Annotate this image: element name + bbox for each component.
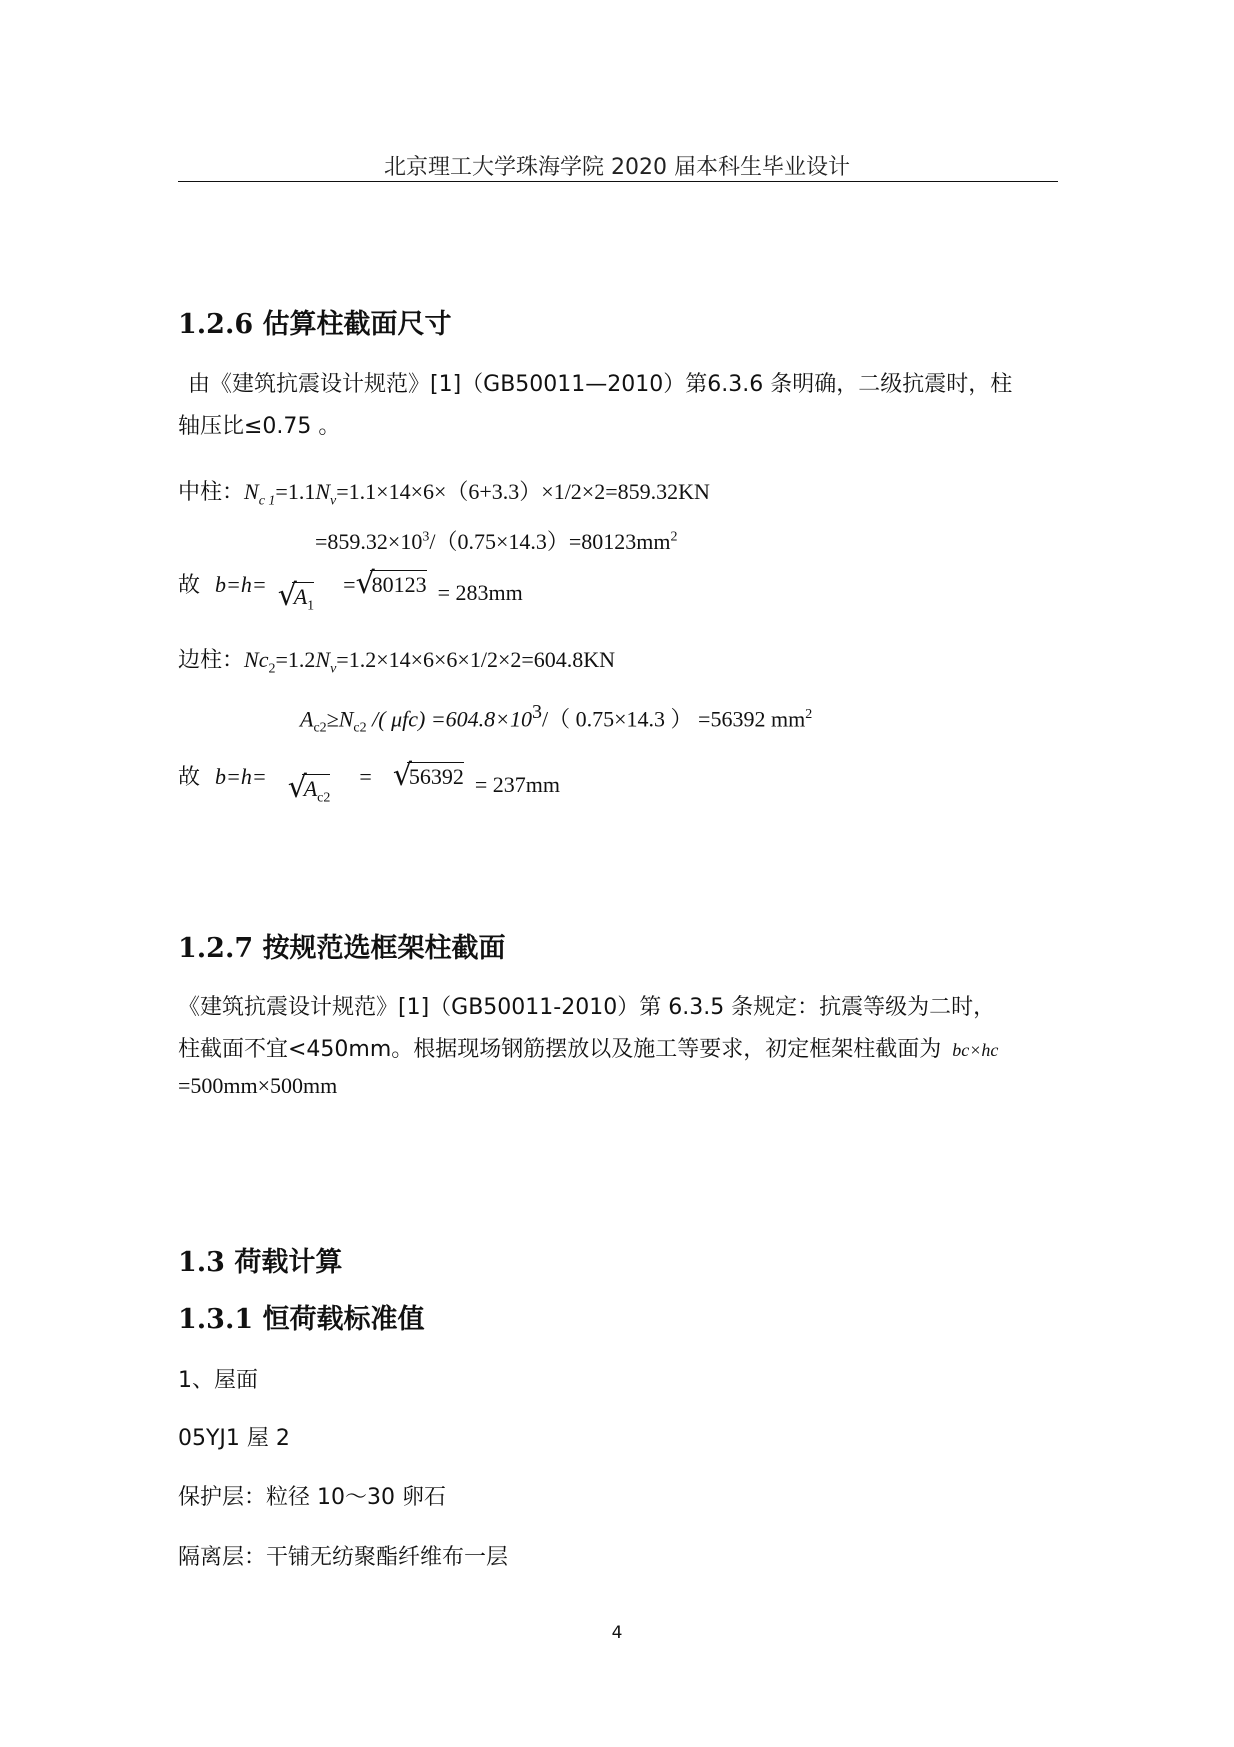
mid-line2-part-a: =859.32×10 [315, 529, 423, 554]
paragraph-127-line3: =500mm×500mm [178, 1073, 338, 1098]
sqrt-bar [370, 570, 427, 571]
gu1-A-symbol: A [293, 584, 308, 609]
edge-line2-A-subscript: c2 [313, 720, 327, 736]
gu1-sqrt-value [355, 566, 427, 601]
mid-line2-unit-exponent: 2 [670, 529, 678, 545]
sqrt-bar [302, 774, 331, 775]
mid-line2-exponent: 3 [422, 529, 430, 545]
gu2-equals: = [359, 764, 372, 789]
edge-Nv-symbol: N [315, 647, 331, 672]
header-rule [178, 181, 1058, 182]
mid-eq-part-a: =1.1 [275, 479, 316, 504]
gu1-result: = 283mm [437, 580, 523, 605]
edge-line2-ge-N: ≥N [326, 706, 354, 732]
sqrt-icon: √ [277, 578, 297, 613]
edge-line2-unit-exponent: 2 [805, 707, 813, 722]
formula-edge-column-line2 [300, 701, 812, 737]
list-item-isolation-layer: 隔离层：干铺无纺聚酯纤维布一层 [178, 1545, 509, 1570]
mid-N-subscript: c 1 [258, 493, 276, 509]
gu2-result: = 237mm [474, 772, 560, 797]
edge-line2-A-symbol: A [300, 706, 314, 732]
mid-column-label: 中柱： [178, 480, 245, 505]
sqrt-bar [407, 762, 464, 763]
list-item-05yj1: 05YJ1 屋 2 [178, 1426, 290, 1451]
gu1-equals: = [343, 572, 356, 597]
gu2-A-subscript: c2 [317, 790, 331, 806]
edge-line2-N-subscript: c2 [353, 720, 367, 736]
gu2-label: 故 [178, 765, 201, 790]
gu2-value: 56392 [408, 764, 464, 789]
edge-N-subscript: 2 [268, 661, 276, 677]
gu2-A-symbol: A [303, 776, 318, 801]
gu1-label: 故 [178, 573, 201, 598]
mid-line2-part-b: /（0.75×14.3）=80123mm [429, 529, 671, 554]
mid-Nv-subscript: v [330, 493, 337, 509]
gu2-bh: b=h= [215, 764, 267, 789]
formula-mid-column-line2 [315, 525, 677, 556]
page-number: 4 [611, 1623, 623, 1643]
formula-gu-2 [178, 758, 560, 806]
gu1-A-subscript: 1 [307, 598, 315, 614]
heading-1-2-6: 1.2.6 估算柱截面尺寸 [178, 309, 452, 340]
gu1-sqrt-A [277, 578, 315, 614]
sqrt-icon: √ [287, 770, 307, 805]
running-header: 北京理工大学珠海学院 2020 届本科生毕业设计 [384, 155, 850, 180]
paragraph-127-line2-text: 柱截面不宜<450mm。根据现场钢筋摆放以及施工等要求，初定框架柱截面为 [178, 1037, 942, 1062]
heading-1-2-7: 1.2.7 按规范选框架柱截面 [178, 933, 506, 964]
edge-line2-exponent: 3 [532, 701, 543, 723]
formula-mid-column-line1 [178, 475, 710, 509]
edge-N-symbol: Nc [244, 647, 269, 672]
heading-1-3: 1.3 荷载计算 [178, 1247, 343, 1278]
sqrt-bar [292, 582, 314, 583]
gu1-value: 80123 [371, 572, 427, 597]
edge-eq-part-b: =1.2×14×6×6×1/2×2=604.8KN [336, 647, 616, 672]
gu2-sqrt-A [287, 770, 331, 806]
paragraph-127-line1: 《建筑抗震设计规范》[1]（GB50011-2010）第 6.3.5 条规定：抗震等级为二时， [178, 995, 996, 1020]
formula-gu-1 [178, 566, 523, 614]
paragraph-intro-line1: 由《建筑抗震设计规范》[1]（GB50011—2010）第6.3.6 条明确，二级抗震时，柱 [188, 372, 1013, 397]
mid-N-symbol: N [244, 479, 259, 504]
sqrt-icon: √ [355, 566, 375, 601]
edge-eq-part-a: =1.2 [275, 647, 316, 672]
paragraph-127-line2 [178, 1032, 998, 1063]
gu1-bh: b=h= [215, 572, 267, 597]
edge-column-label: 边柱： [178, 648, 245, 673]
edge-line2-part-b: /（ 0.75×14.3 ） =56392 mm [542, 706, 806, 732]
list-item-roof: 1、屋面 [178, 1368, 258, 1393]
mid-eq-part-b: =1.1×14×6×（6+3.3）×1/2×2=859.32KN [336, 479, 710, 504]
formula-edge-column-line1 [178, 643, 615, 677]
edge-line2-mu: /( μfc) =604.8×10 [366, 706, 533, 732]
paragraph-intro-line2: 轴压比≤0.75 。 [178, 414, 341, 439]
edge-Nv-subscript: v [330, 661, 337, 677]
gu2-sqrt-value [392, 758, 464, 793]
mid-Nv-symbol: N [315, 479, 331, 504]
list-item-protective-layer: 保护层：粒径 10～30 卵石 [178, 1485, 446, 1510]
sqrt-icon: √ [392, 758, 412, 793]
paragraph-127-bc-hc: bc×hc [952, 1040, 999, 1060]
heading-1-3-1: 1.3.1 恒荷载标准值 [178, 1304, 425, 1335]
